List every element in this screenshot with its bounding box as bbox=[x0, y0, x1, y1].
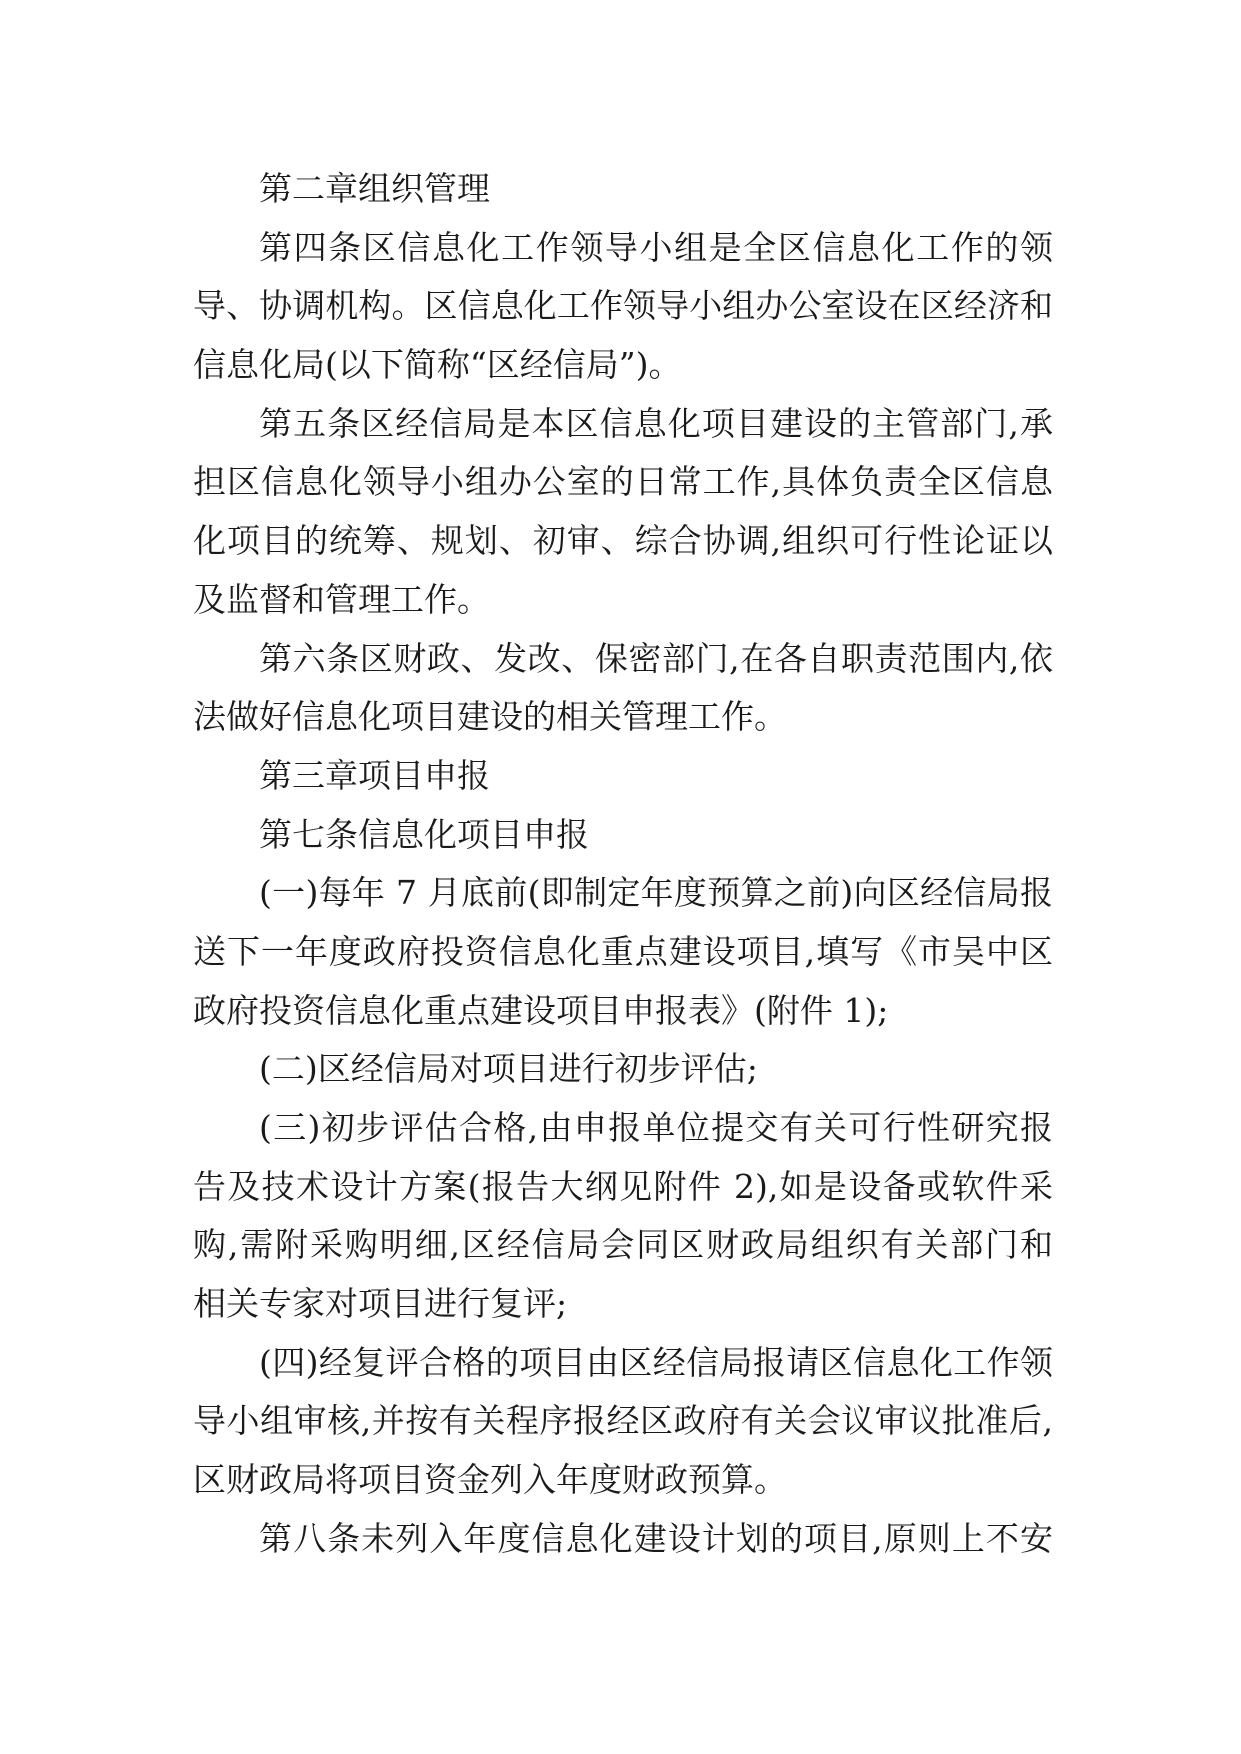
article-line: 化项目的统筹、规划、初审、综合协调,组织可行性论证以 bbox=[193, 521, 1053, 561]
list-item-line: 相关专家对项目进行复评; bbox=[193, 1284, 568, 1324]
article-line: 第四条区信息化工作领导小组是全区信息化工作的领 bbox=[259, 227, 1053, 267]
article-line: 信息化局(以下简称“区经信局”)。 bbox=[193, 345, 682, 385]
chapter-heading: 第三章项目申报 bbox=[259, 755, 490, 795]
list-item-line: (三)初步评估合格,由申报单位提交有关可行性研究报 bbox=[259, 1108, 1053, 1147]
article-line: 导、协调机构。区信息化工作领导小组办公室设在区经济和 bbox=[193, 286, 1053, 326]
list-item-line: 购,需附采购明细,区经信局会同区财政局组织有关部门和 bbox=[193, 1225, 1053, 1265]
article-line: 担区信息化领导小组办公室的日常工作,具体负责全区信息 bbox=[193, 462, 1053, 502]
list-item-line: 送下一年度政府投资信息化重点建设项目,填写《市吴中区 bbox=[193, 931, 1053, 971]
article-line: 及监督和管理工作。 bbox=[193, 579, 490, 619]
list-item-line: (四)经复评合格的项目由区经信局报请区信息化工作领 bbox=[259, 1342, 1053, 1382]
list-item-line: (二)区经信局对项目进行初步评估; bbox=[259, 1049, 758, 1089]
chapter-heading: 第二章组织管理 bbox=[259, 169, 490, 208]
list-item-line: (一)每年 7 月底前(即制定年度预算之前)向区经信局报 bbox=[259, 873, 1053, 913]
article-line: 第六条区财政、发改、保密部门,在各自职责范围内,依 bbox=[259, 638, 1053, 678]
article-line: 第八条未列入年度信息化建设计划的项目,原则上不安 bbox=[259, 1518, 1053, 1558]
article-line: 第五条区经信局是本区信息化项目建设的主管部门,承 bbox=[259, 403, 1053, 443]
article-heading: 第七条信息化项目申报 bbox=[259, 814, 589, 854]
document-body bbox=[193, 160, 1053, 1569]
list-item-line: 告及技术设计方案(报告大纲见附件 2),如是设备或软件采 bbox=[193, 1166, 1053, 1206]
article-line: 法做好信息化项目建设的相关管理工作。 bbox=[193, 697, 787, 737]
list-item-line: 政府投资信息化重点建设项目申报表》(附件 1); bbox=[193, 990, 889, 1030]
list-item-line: 区财政局将项目资金列入年度财政预算。 bbox=[193, 1460, 787, 1500]
list-item-line: 导小组审核,并按有关程序报经区政府有关会议审议批准后, bbox=[193, 1401, 1053, 1441]
